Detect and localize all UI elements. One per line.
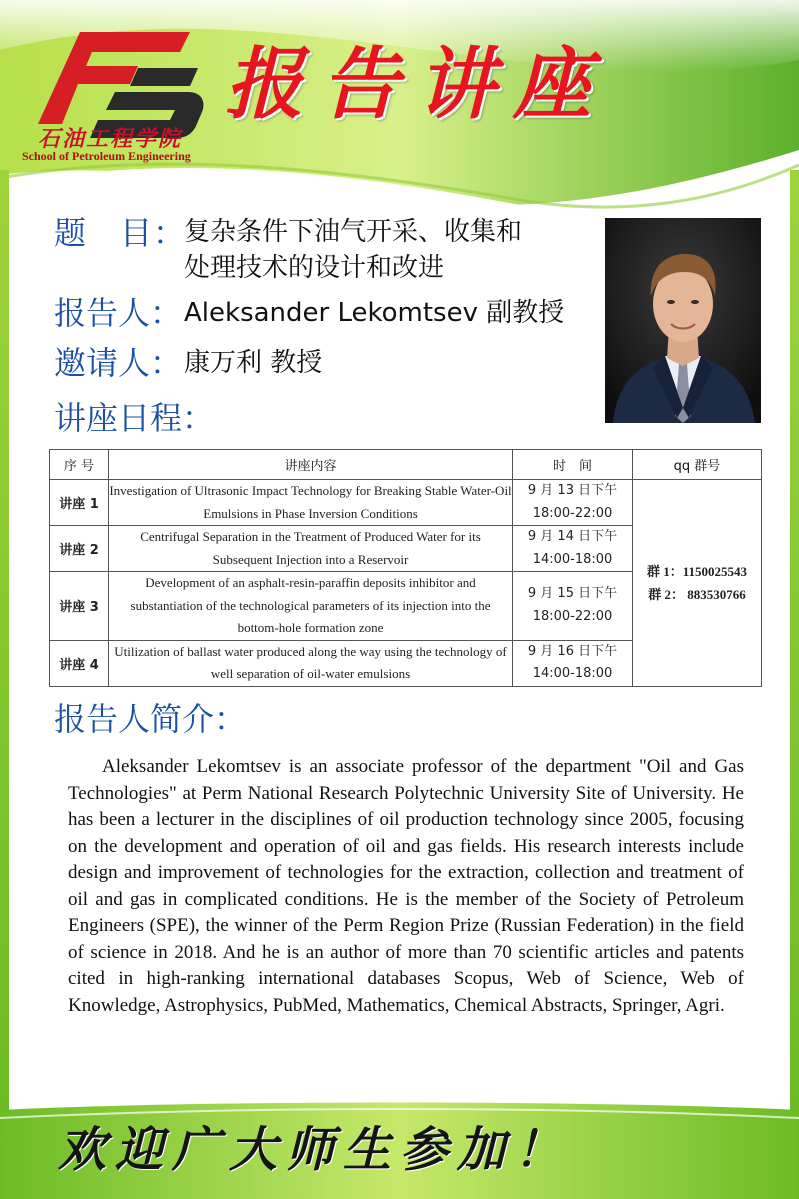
lecture-date: 9 月 14 日下午 <box>527 529 618 544</box>
table-row <box>50 480 762 526</box>
inviter-value: 康万利 教授 <box>184 348 323 378</box>
table-header-row <box>50 450 762 480</box>
lecture-number: 讲座 3 <box>50 572 109 641</box>
qq-groups-cell <box>633 480 762 687</box>
speaker-photo <box>605 218 761 423</box>
welcome-slogan: 欢迎广大师生参加！ <box>58 1122 572 1178</box>
lecture-topic: Centrifugal Separation in the Treatment of Produced Water for its Subsequent Injection into a Reservoir <box>109 526 513 572</box>
header-time: 时 间 <box>513 450 633 480</box>
lecture-date: 9 月 13 日下午 <box>527 483 618 498</box>
lecture-hours: 14:00-18:00 <box>532 551 613 567</box>
speaker-value: Aleksander Lekomtsev 副教授 <box>184 298 565 328</box>
logo-chinese-text: 石油工程学院 <box>38 126 183 152</box>
topic-label: 题 目： <box>54 214 187 252</box>
schedule-label: 讲座日程： <box>54 399 215 437</box>
lecture-number: 讲座 2 <box>50 526 109 572</box>
topic-value-line-1: 复杂条件下油气开采、收集和 <box>184 217 523 247</box>
qq-group-1: 群 1：1150025543 <box>646 563 748 579</box>
lecture-date: 9 月 15 日下午 <box>527 586 618 602</box>
left-green-strip <box>0 170 9 1110</box>
lecture-time <box>513 526 633 572</box>
lecture-hours: 18:00-22:00 <box>532 505 613 521</box>
lecture-time <box>513 640 633 686</box>
page-title: 报告讲座 <box>225 39 610 130</box>
speaker-label: 报告人： <box>54 294 183 332</box>
header-number: 序 号 <box>50 450 109 480</box>
logo-english-text: School of Petroleum Engineering <box>22 149 191 163</box>
inviter-label: 邀请人： <box>54 344 183 382</box>
lecture-date: 9 月 16 日下午 <box>527 643 618 659</box>
lecture-hours: 18:00-22:00 <box>532 608 613 624</box>
header-qq: qq 群号 <box>633 450 762 480</box>
lecture-number: 讲座 4 <box>50 640 109 686</box>
lecture-hours: 14:00-18:00 <box>532 666 613 681</box>
speaker-portrait-icon <box>605 218 761 423</box>
lecture-time <box>513 572 633 641</box>
bio-text: Aleksander Lekomtsev is an associate professor of the department "Oil and Gas Technologies" at Perm National Research Polytechnic University Site of University. He has been a lecturer in the disciplines of oil production technology since 2005, focusing on the development and operation of oil and gas fields. His research interests include design and improvement of technologies for the extraction, collection and treatment of oil and gas in complicated conditions. He is the member of the Society of Petroleum Engineers (SPE), the winner of the Perm Region Prize (Russian Federation) in the field of science in 2018. And he is an author of more than 70 scientific articles and patents cited in high-ranking international databases Scopus, Web of Science, Web of Knowledge, Astrophysics, PubMed, Mathematics, Chemical Abstracts, Springer, Agri. <box>68 756 744 1016</box>
lecture-topic: Utilization of ballast water produced along the way using the technology of well separation of oil-water emulsions <box>109 640 513 686</box>
schedule-table <box>49 449 762 687</box>
bio-label: 报告人简介： <box>54 700 247 738</box>
topic-value-line-2: 处理技术的设计和改进 <box>184 253 445 283</box>
lecture-topic: Investigation of Ultrasonic Impact Technology for Breaking Stable Water-Oil Emulsions in Phase Inversion Conditions <box>109 480 513 526</box>
right-green-strip <box>790 170 799 1110</box>
lecture-number: 讲座 1 <box>50 480 109 526</box>
lecture-topic: Development of an asphalt-resin-paraffin deposits inhibitor and substantiation of the technological parameters of its injection into the bottom-hole formation zone <box>109 572 513 641</box>
header-topic: 讲座内容 <box>109 450 513 480</box>
qq-group-2: 群 2： 883530766 <box>648 586 746 602</box>
lecture-time <box>513 480 633 526</box>
